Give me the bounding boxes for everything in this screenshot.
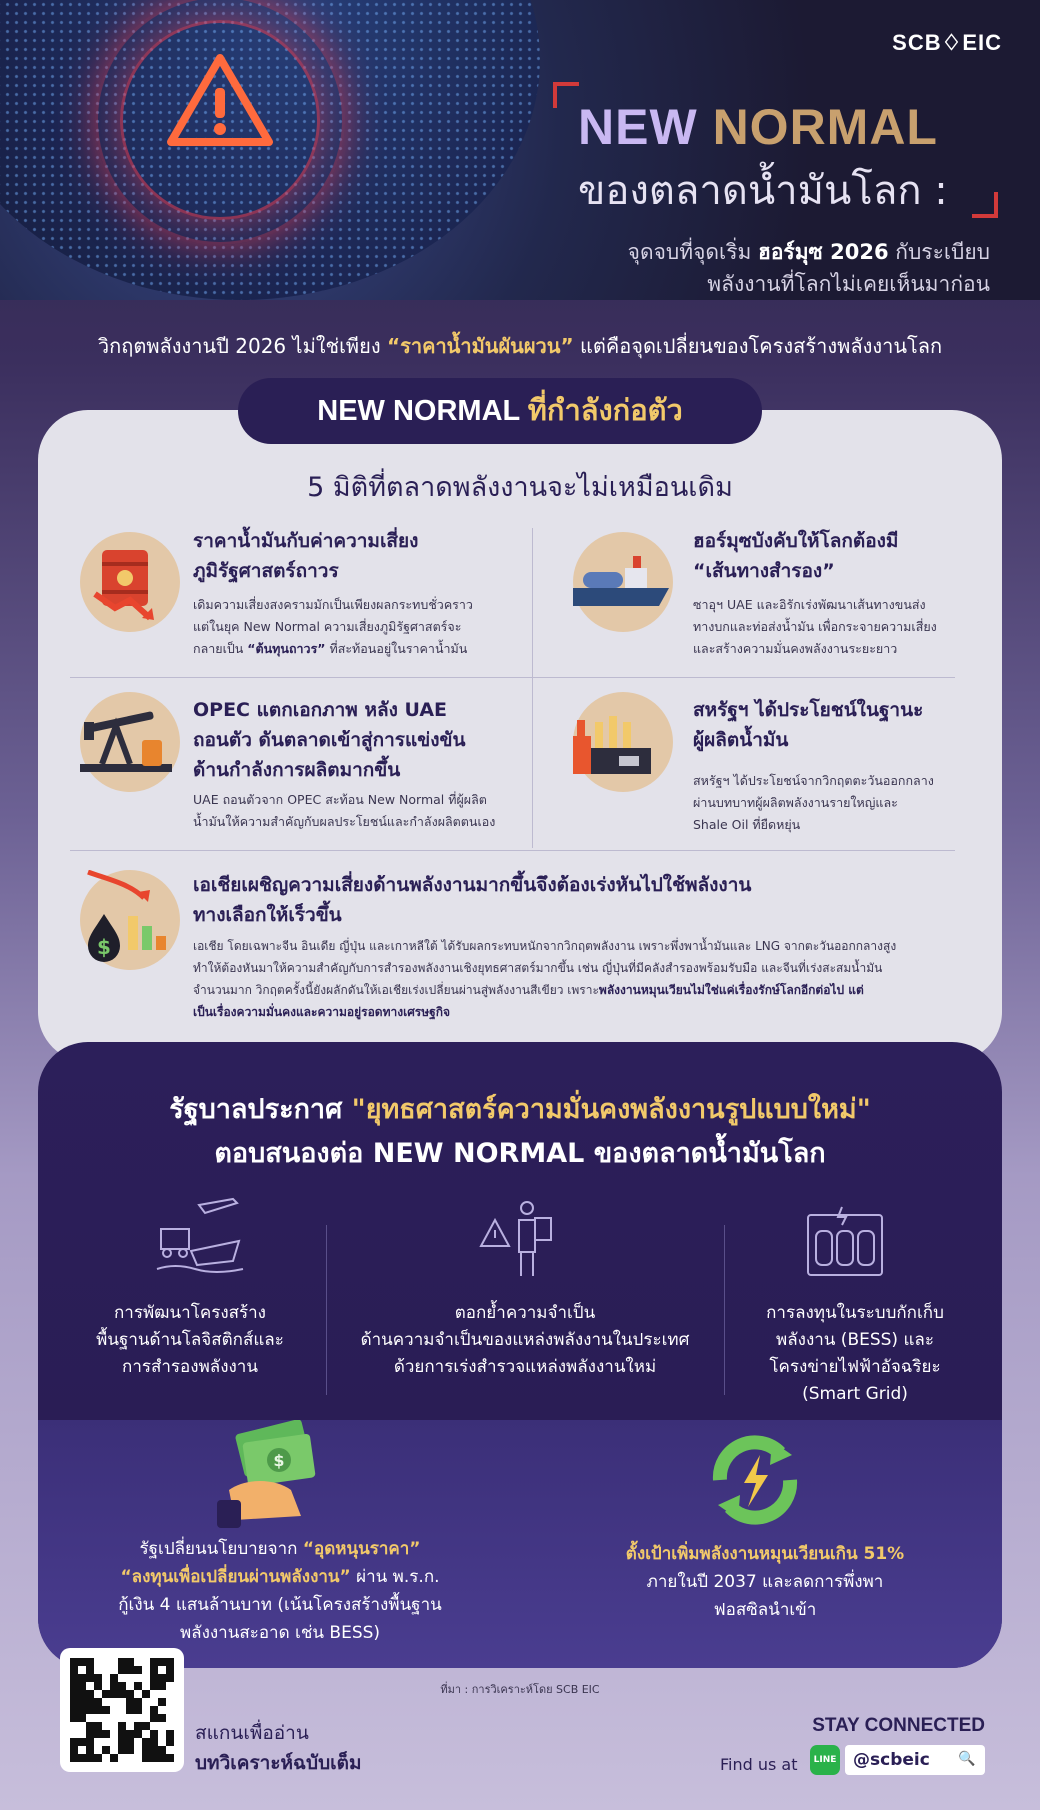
measure-text: การพัฒนาโครงสร้าง พื้นฐานด้านโลจิสติกส์และ การสำรองพลังงาน — [96, 1303, 284, 1377]
title-bracket — [972, 192, 998, 218]
refinery-factory-icon — [573, 692, 673, 792]
government-title: รัฐบาลประกาศ "ยุทธศาสตร์ความมั่นคงพลังงานรูปแบบใหม่" ตอบสนองต่อ NEW NORMAL ของตลาดน้ำมันโลก — [169, 1094, 871, 1169]
money-hand-icon — [205, 1420, 335, 1530]
measure-text: ตอกย้ำความจำเป็น ด้านความจำเป็นของแหล่งพลังงานในประเทศ ด้วยการเร่งสำรวจแหล่งพลังงานใหม่ — [360, 1303, 690, 1377]
battery-storage-icon — [800, 1205, 890, 1285]
card-title: ฮอร์มุซบังคับให้โลกต้องมี “เส้นทางสำรอง” — [693, 530, 899, 582]
intro-text: วิกฤตพลังงานปี 2026 ไม่ใช่เพียง “ราคาน้ำมันผันผวน” แต่คือจุดเปลี่ยนของโครงสร้างพลังงานโลก — [97, 334, 943, 358]
oil-barrel-falling-icon — [80, 532, 180, 632]
tagline: จุดจบที่จุดเริ่ม ฮอร์มุซ 2026 กับระเบียบ พลังงานที่โลกไม่เคยเห็นมาก่อน — [627, 240, 990, 296]
divider — [326, 1225, 327, 1395]
card-description: เอเชีย โดยเฉพาะจีน อินเดีย ญี่ปุ่น และเกาหลีใต้ ได้รับผลกระทบหนักจากวิกฤตพลังงาน เพราะพึ่งพาน้ำมันและ LNG จากตะวันออกกลางสูง ทำให้ต้องหันมาให้ความสำคัญกับการสำรองพลังงานเชิงยุทธศาสตร์มากขึ้น เช่น ญี่ปุ่นที่มีคลังสำรองพร้อมรับมือ และจีนที่เร่งสะสมน้ำมัน จำนวนมาก วิกฤตครั้งนี้ยังผลักดันให้เอเชียเร่งเปลี่ยนผ่านสู่พลังงานสีเขียว เพราะพลังงานหมุนเวียนไม่ใช่แค่เรื่องรักษ์โลกอีกต่อไป แต่ เป็นเรื่องความมั่นคงและความอยู่รอดทางเศรษฐกิจ — [193, 939, 897, 1019]
measure-text: การลงทุนในระบบกักเก็บ พลังงาน (BESS) และ โครงข่ายไฟฟ้าอัจฉริยะ (Smart Grid) — [766, 1303, 944, 1404]
tanker-ship-icon — [573, 532, 673, 632]
find-us-label: Find us at — [720, 1755, 798, 1774]
renewable-energy-cycle-icon — [700, 1425, 810, 1535]
divider — [724, 1225, 725, 1395]
scan-caption: สแกนเพื่ออ่าน บทวิเคราะห์ฉบับเต็ม — [195, 1722, 362, 1774]
qr-code-pattern — [70, 1658, 174, 1762]
card-description: เดิมความเสี่ยงสงครามมักเป็นเพียงผลกระทบชั่วคราว แต่ในยุค New Normal ความเสี่ยงภูมิรัฐศาสตร์จะ กลายเป็น “ต้นทุนถาวร” ที่สะท้อนอยู่ในราคาน้ำมัน — [193, 597, 473, 656]
title-bracket — [553, 82, 579, 108]
svg-text:$: $ — [273, 1451, 285, 1470]
main-title: NEW NORMAL — [578, 99, 938, 155]
qr-code[interactable] — [60, 1648, 184, 1772]
line-handle[interactable]: @scbeic — [845, 1745, 985, 1775]
dimensions-heading: 5 มิติที่ตลาดพลังงานจะไม่เหมือนเดิม — [307, 472, 733, 503]
card-title: เอเชียเผชิญความเสี่ยงด้านพลังงานมากขึ้นจึงต้องเร่งหันไปใช้พลังงาน ทางเลือกให้เร็วขึ้น — [193, 874, 752, 926]
policy-left-text: รัฐเปลี่ยนนโยบายจาก “อุดหนุนราคา” “ลงทุนเพื่อเปลี่ยนผ่านพลังงาน” ผ่าน พ.ร.ก. กู้เงิน 4 แสนล้านบาท (เน้นโครงสร้างพื้นฐาน พลังงานสะอาด เช่น BESS) — [118, 1539, 442, 1643]
search-icon[interactable]: 🔍 — [958, 1751, 976, 1767]
oil-drop-chart-icon — [80, 870, 180, 970]
section-pill: NEW NORMAL ที่กำลังก่อตัว — [238, 378, 762, 444]
card-description: UAE ถอนตัวจาก OPEC สะท้อน New Normal ที่ผู้ผลิต น้ำมันให้ความสำคัญกับผลประโยชน์และกำลังผลิตตนเอง — [193, 792, 496, 829]
logistics-transport-icon — [155, 1195, 245, 1275]
card-description: สหรัฐฯ ได้ประโยชน์จากวิกฤตตะวันออกกลาง ผ่านบทบาทผู้ผลิตพลังงานรายใหญ่และ Shale Oil ที่ยืดหยุ่น — [693, 773, 934, 832]
svg-text:$: $ — [97, 935, 111, 959]
stay-connected-label: STAY CONNECTED — [812, 1715, 985, 1736]
card-description: ซาอุฯ UAE และอิรักเร่งพัฒนาเส้นทางขนส่ง ทางบกและท่อส่งน้ำมัน เพื่อกระจายความเสี่ยง และสร้างความมั่นคงพลังงานระยะยาว — [693, 597, 937, 656]
policy-right-text: ตั้งเป้าเพิ่มพลังงานหมุนเวียนเกิน 51% ภายในปี 2037 และลดการพึ่งพา ฟอสซิลนำเข้า — [625, 1544, 905, 1620]
hero-banner — [0, 0, 1040, 300]
card-title: ราคาน้ำมันกับค่าความเสี่ยง ภูมิรัฐศาสตร์ถาวร — [193, 530, 419, 582]
card-title: OPEC แตกเอกภาพ หลัง UAE ถอนตัว ดันตลาดเข้าสู่การแข่งขัน ด้านกำลังการผลิตมากขึ้น — [193, 699, 466, 781]
scb-eic-logo: SCB♢EIC — [892, 30, 1002, 55]
source-note: ที่มา : การวิเคราะห์โดย SCB EIC — [440, 1683, 600, 1696]
main-subtitle: ของตลาดน้ำมันโลก : — [578, 168, 948, 214]
card-title: สหรัฐฯ ได้ประโยชน์ในฐานะ ผู้ผลิตน้ำมัน — [693, 699, 924, 751]
line-app-icon[interactable]: LINE — [810, 1745, 840, 1775]
divider — [70, 850, 955, 851]
divider — [70, 677, 955, 678]
warning-icon — [165, 50, 275, 150]
person-checklist-icon — [473, 1200, 563, 1280]
oil-pump-jack-icon — [80, 692, 180, 792]
